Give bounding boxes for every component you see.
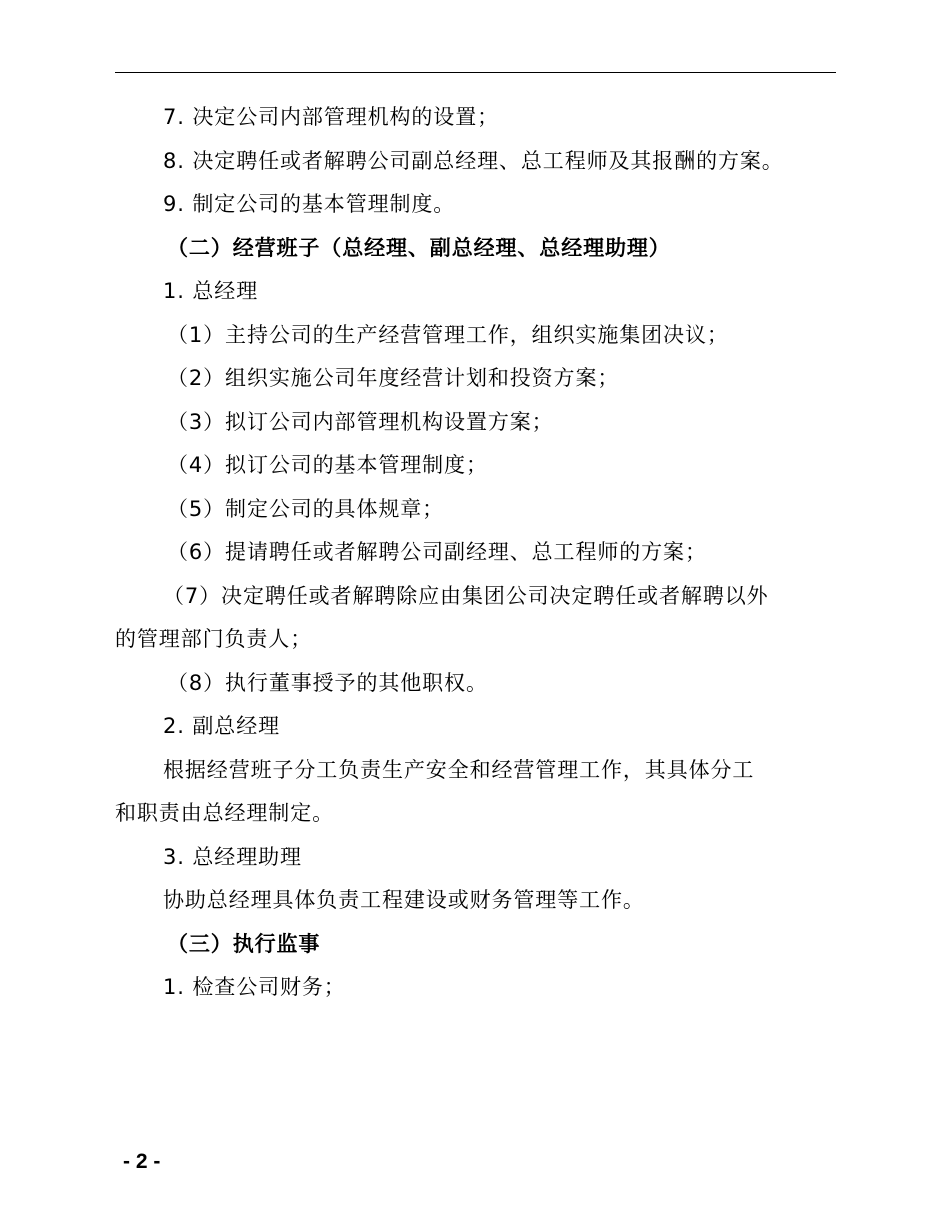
list-item-gm-7-continued: 的管理部门负责人；	[115, 627, 313, 651]
subheading-deputy-general-manager: 2. 副总经理	[163, 714, 281, 738]
subheading-gm-assistant: 3. 总经理助理	[163, 844, 302, 869]
list-item-gm-4: （4）拟订公司的基本管理制度；	[167, 453, 488, 477]
paragraph-assistant-duties: 协助总经理具体负责工程建设或财务管理等工作。	[163, 888, 645, 912]
paragraph-item-supervisor-1: 1. 检查公司财务；	[163, 975, 346, 999]
paragraph-deputy-duties: 根据经营班子分工负责生产安全和经营管理工作，其具体分工	[163, 757, 755, 782]
list-item-gm-6: （6）提请聘任或者解聘公司副经理、总工程师的方案；	[167, 540, 707, 564]
list-item-gm-7: （7）决定聘任或者解聘除应由集团公司决定聘任或者解聘以外	[163, 583, 769, 608]
list-item-gm-8: （8）执行董事授予的其他职权。	[167, 670, 488, 695]
list-item-gm-5: （5）制定公司的具体规章；	[167, 496, 445, 521]
subheading-general-manager: 1. 总经理	[163, 279, 259, 303]
paragraph-item-8: 8. 决定聘任或者解聘公司副总经理、总工程师及其报酬的方案。	[163, 148, 784, 173]
list-item-gm-1: （1）主持公司的生产经营管理工作，组织实施集团决议；	[167, 322, 729, 347]
paragraph-deputy-duties-continued: 和职责由总经理制定。	[115, 801, 334, 825]
paragraph-item-9: 9. 制定公司的基本管理制度。	[163, 192, 456, 216]
header-rule	[115, 72, 836, 73]
page-number: - 2 -	[123, 1150, 161, 1173]
section-heading-supervisor: （三）执行监事	[167, 931, 321, 956]
document-body	[115, 96, 840, 1010]
list-item-gm-3: （3）拟订公司内部管理机构设置方案；	[167, 409, 554, 434]
list-item-gm-2: （2）组织实施公司年度经营计划和投资方案；	[167, 366, 620, 390]
paragraph-item-7: 7. 决定公司内部管理机构的设置；	[163, 105, 500, 129]
section-heading-management-team: （二）经营班子（总经理、副总经理、总经理助理）	[167, 235, 671, 260]
